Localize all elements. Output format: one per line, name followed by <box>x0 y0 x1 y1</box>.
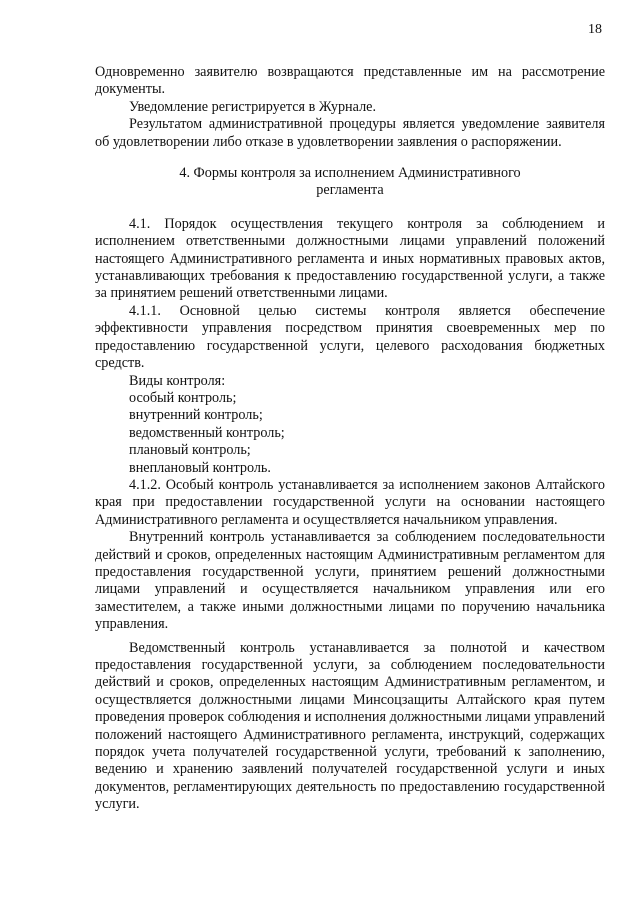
document-body <box>95 64 605 814</box>
list-item: внеплановый контроль. <box>129 459 271 476</box>
control-types-heading: Виды контроля: <box>129 372 226 389</box>
page-number: 18 <box>588 22 602 37</box>
paragraph-procedure-result: Результатом административной процедуры является уведомление заявителя об удовлетворении либо отказе в удовлетворении заявления о распоряжении. <box>95 116 605 150</box>
paragraph-documents-returned: Одновременно заявителю возвращаются представленные им на рассмотрение документы. <box>95 64 605 98</box>
paragraph-4-1-1: 4.1.1. Основной целью системы контроля является обеспечение эффективности управления посредством принятия своевременных мер по предоставлению государственной услуги, целевого расходования бюджетных средств. <box>95 302 605 372</box>
paragraph-departmental-control: Ведомственный контроль устанавливается за полнотой и качеством предоставления государственной услуги, за соблюдением последовательности действий и сроков, определенных настоящим Административным регламентом, и осуществляется должностными лицами Минсоцзащиты Алтайского края путем проведения проверок соблюдения и исполнения должностными лицами управлений положений настоящего Административного регламента, инструкций, содержащих порядок учета получателей государственной услуги, требований к заполнению, ведению и хранению заявлений получателей государственной услуги и иных документов, регламентирующих деятельность по предоставлению государственной услуги. <box>95 639 605 813</box>
paragraph-4-1: 4.1. Порядок осуществления текущего контроля за соблюдением и исполнением ответственными должностными лицами управлений положений настоящего Административного регламента и иных нормативных правовых актов, устанавливающих требования к предоставлению государственной услуги, а также за принятием решений ответственными лицами. <box>95 215 605 302</box>
paragraph-internal-control: Внутренний контроль устанавливается за соблюдением последовательности действий и сроков, определенных настоящим Административным регламентом для предоставления государственной услуги, принятием решений должностными лицами управлений и осуществляется начальником управления или его заместителем, а также иными должностными лицами по поручению начальника управления. <box>95 529 605 633</box>
list-item: ведомственный контроль; <box>129 424 285 441</box>
section-title: 4. Формы контроля за исполнением Административного регламента <box>179 165 521 199</box>
list-item: плановый контроль; <box>129 442 251 459</box>
list-item: особый контроль; <box>129 389 237 406</box>
paragraph-4-1-2: 4.1.2. Особый контроль устанавливается за исполнением законов Алтайского края при предоставлении государственной услуги на основании настоящего Административного регламента и осуществляется начальником управления. <box>95 476 605 528</box>
list-item: внутренний контроль; <box>129 407 263 424</box>
paragraph-notice-registered: Уведомление регистрируется в Журнале. <box>129 98 376 115</box>
